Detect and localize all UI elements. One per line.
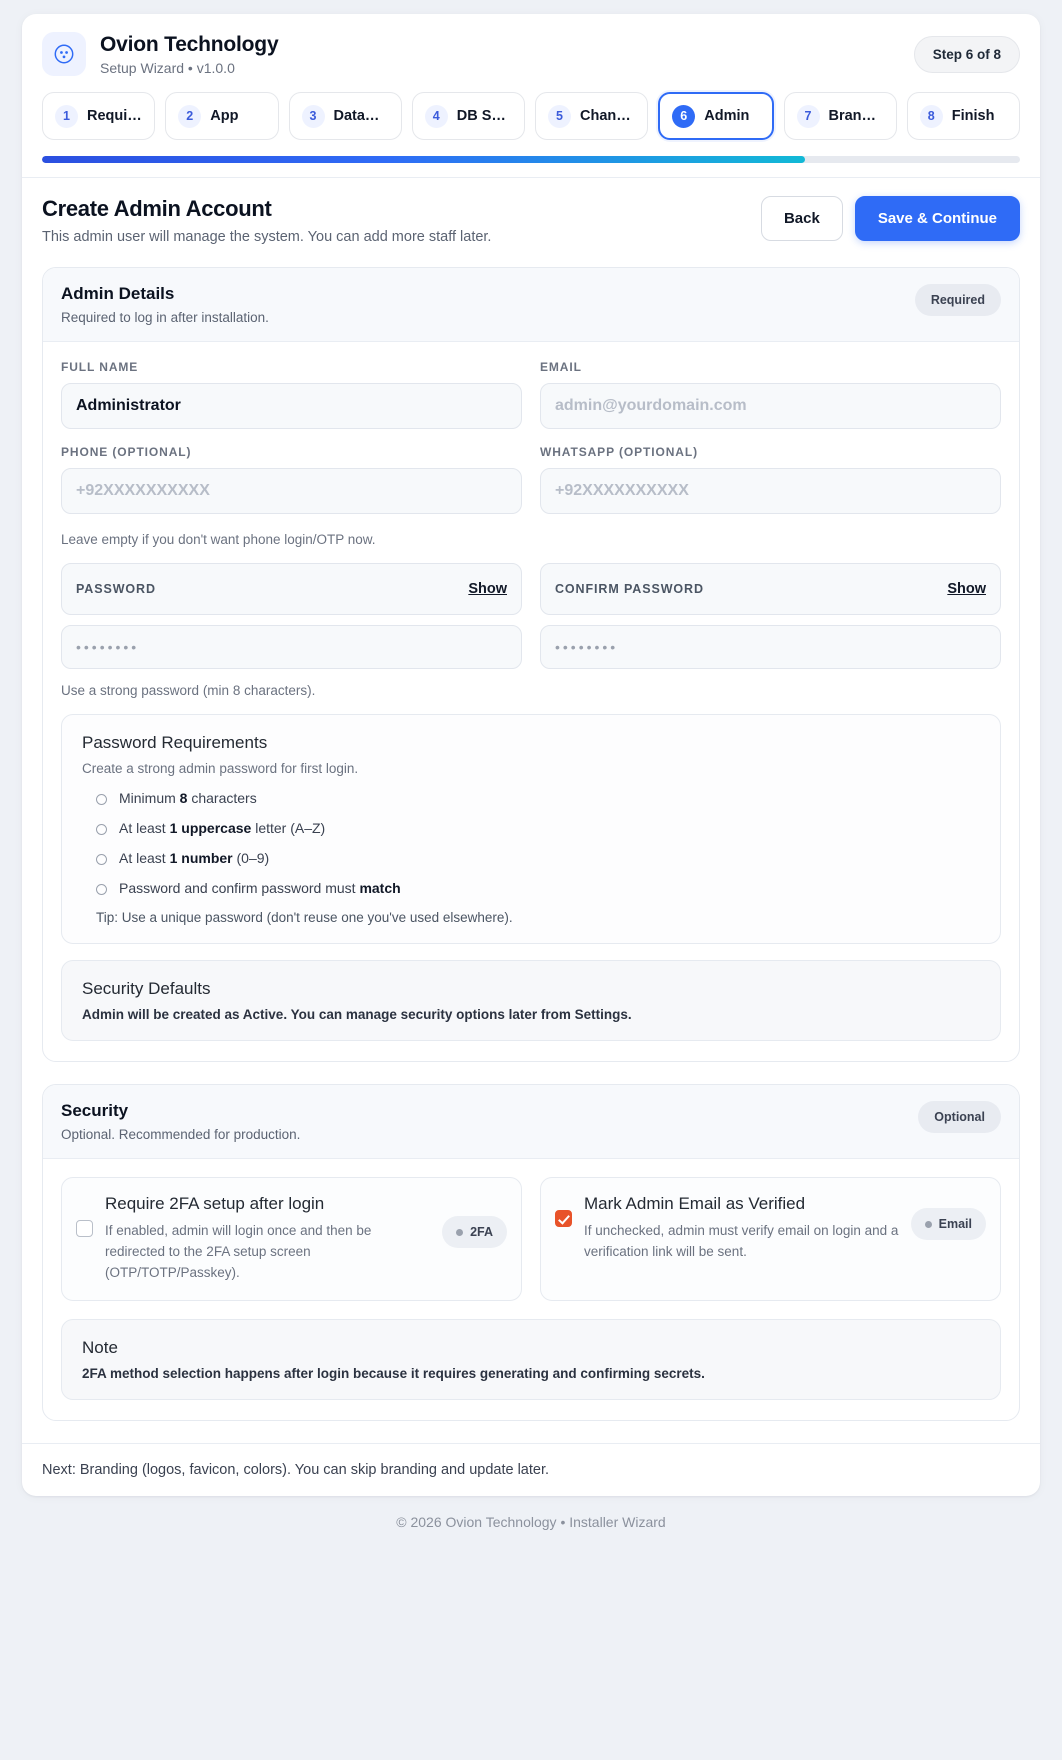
list-item: At least 1 uppercase letter (A–Z)	[82, 820, 980, 836]
phone-field-group	[61, 445, 522, 514]
step-label: Finish	[951, 108, 995, 125]
phone-hint: Leave empty if you don't want phone login/OTP now.	[61, 532, 376, 548]
step-label: App	[210, 108, 239, 125]
page-header	[22, 178, 1040, 267]
password-requirements-box	[61, 714, 1001, 944]
wizard-step-2[interactable]	[165, 92, 278, 140]
password-field-group	[61, 563, 522, 669]
password-header	[61, 563, 522, 615]
admin-details-body	[43, 342, 1019, 1061]
password-label: PASSWORD	[76, 582, 156, 597]
optional-badge: Optional	[918, 1101, 1001, 1133]
confirm-password-label: CONFIRM PASSWORD	[555, 582, 704, 597]
status-dot-icon	[456, 1229, 463, 1236]
wizard-step-4[interactable]	[412, 92, 525, 140]
security-subtitle: Optional. Recommended for production.	[61, 1127, 301, 1143]
password-requirements-subtitle: Create a strong admin password for first login.	[82, 761, 359, 777]
2fa-chip: 2FA	[442, 1216, 507, 1248]
brand-text	[100, 32, 914, 76]
admin-details-header	[43, 268, 1019, 342]
admin-details-title: Admin Details	[61, 284, 175, 304]
require-2fa-checkbox[interactable]	[76, 1220, 93, 1237]
password-requirements-title: Password Requirements	[82, 733, 268, 753]
step-label: DB S…	[456, 108, 506, 125]
confirm-password-show-toggle[interactable]: Show	[947, 581, 986, 598]
wizard-steps	[22, 76, 1040, 140]
wizard-step-8[interactable]	[907, 92, 1020, 140]
wizard-step-5[interactable]	[535, 92, 648, 140]
mark-email-verified-title: Mark Admin Email as Verified	[584, 1194, 806, 1214]
step-number: 8	[920, 105, 943, 128]
step-label: Requi…	[87, 108, 142, 125]
require-2fa-card[interactable]	[61, 1177, 522, 1301]
whatsapp-label: WHATSAPP (OPTIONAL)	[540, 445, 698, 460]
step-label: Bran…	[828, 108, 877, 125]
require-2fa-title: Require 2FA setup after login	[105, 1194, 325, 1214]
back-button[interactable]: Back	[761, 196, 843, 241]
step-number: 4	[425, 105, 448, 128]
password-show-toggle[interactable]: Show	[468, 581, 507, 598]
wizard-header	[22, 14, 1040, 76]
step-number: 6	[672, 105, 695, 128]
page-title: Create Admin Account	[42, 196, 272, 222]
progress-track	[42, 156, 1020, 163]
whatsapp-input[interactable]	[540, 468, 1001, 514]
password-requirements-list	[82, 790, 980, 896]
full-name-input[interactable]	[61, 383, 522, 429]
security-defaults-text: Admin will be created as Active. You can manage security options later from Settings.	[82, 1007, 632, 1023]
full-name-label: FULL NAME	[61, 360, 139, 375]
password-hint: Use a strong password (min 8 characters).	[61, 683, 316, 699]
step-number: 1	[55, 105, 78, 128]
security-defaults-box	[61, 960, 1001, 1041]
page-subtitle: This admin user will manage the system. You can add more staff later.	[42, 229, 492, 246]
footer-text: © 2026 Ovion Technology • Installer Wizard	[396, 1513, 666, 1530]
wizard-step-7[interactable]	[784, 92, 897, 140]
security-title: Security	[61, 1101, 129, 1121]
wizard-step-6-admin[interactable]	[658, 92, 773, 140]
step-label: Data…	[333, 108, 380, 125]
email-chip: Email	[911, 1208, 986, 1240]
bullet-circle-icon	[96, 824, 107, 835]
mark-email-verified-card[interactable]	[540, 1177, 1001, 1301]
confirm-password-input[interactable]	[540, 625, 1001, 669]
bullet-circle-icon	[96, 854, 107, 865]
phone-input[interactable]	[61, 468, 522, 514]
step-label: Admin	[704, 108, 750, 125]
note-box	[61, 1319, 1001, 1400]
status-dot-icon	[925, 1221, 932, 1228]
security-panel	[42, 1084, 1020, 1421]
bullet-circle-icon	[96, 794, 107, 805]
list-item: At least 1 number (0–9)	[82, 850, 980, 866]
mark-email-verified-checkbox[interactable]	[555, 1210, 572, 1227]
step-label: Chan…	[580, 108, 631, 125]
security-defaults-title: Security Defaults	[82, 979, 211, 999]
step-indicator-badge: Step 6 of 8	[914, 36, 1020, 73]
list-item: Password and confirm password must match	[82, 880, 980, 896]
note-title: Note	[82, 1337, 118, 1357]
password-input[interactable]	[61, 625, 522, 669]
admin-details-panel	[42, 267, 1020, 1062]
next-step-note: Next: Branding (logos, favicon, colors). You can skip branding and update later.	[22, 1443, 1040, 1496]
step-number: 7	[797, 105, 820, 128]
bullet-circle-icon	[96, 884, 107, 895]
save-continue-button[interactable]: Save & Continue	[855, 196, 1020, 241]
admin-details-subtitle: Required to log in after installation.	[61, 310, 269, 326]
full-name-field-group	[61, 360, 522, 429]
security-body	[43, 1159, 1019, 1420]
wizard-step-3[interactable]	[289, 92, 402, 140]
whatsapp-field-group	[540, 445, 1001, 514]
phone-label: PHONE (OPTIONAL)	[61, 445, 192, 460]
step-number: 5	[548, 105, 571, 128]
wizard-step-1[interactable]	[42, 92, 155, 140]
app-title: Ovion Technology	[100, 33, 279, 56]
mark-email-verified-description: If unchecked, admin must verify email on login and a verification link will be sent.	[584, 1223, 899, 1260]
email-field-group	[540, 360, 1001, 429]
note-text: 2FA method selection happens after login because it requires generating and confirming secrets.	[82, 1365, 705, 1381]
email-label: EMAIL	[540, 360, 582, 375]
confirm-password-header	[540, 563, 1001, 615]
wizard-card	[22, 14, 1040, 1496]
app-subtitle: Setup Wizard • v1.0.0	[100, 60, 235, 77]
confirm-password-field-group	[540, 563, 1001, 669]
list-item: Minimum 8 characters	[82, 790, 980, 806]
required-badge: Required	[915, 284, 1001, 316]
progress-bar	[42, 156, 805, 163]
step-number: 2	[178, 105, 201, 128]
require-2fa-description: If enabled, admin will login once and then be redirected to the 2FA setup screen (OTP/TOTP/Passkey).	[105, 1223, 372, 1281]
app-grid-icon	[42, 32, 86, 76]
step-number: 3	[302, 105, 325, 128]
email-input[interactable]	[540, 383, 1001, 429]
security-header	[43, 1085, 1019, 1159]
password-tip: Tip: Use a unique password (don't reuse one you've used elsewhere).	[96, 910, 513, 926]
